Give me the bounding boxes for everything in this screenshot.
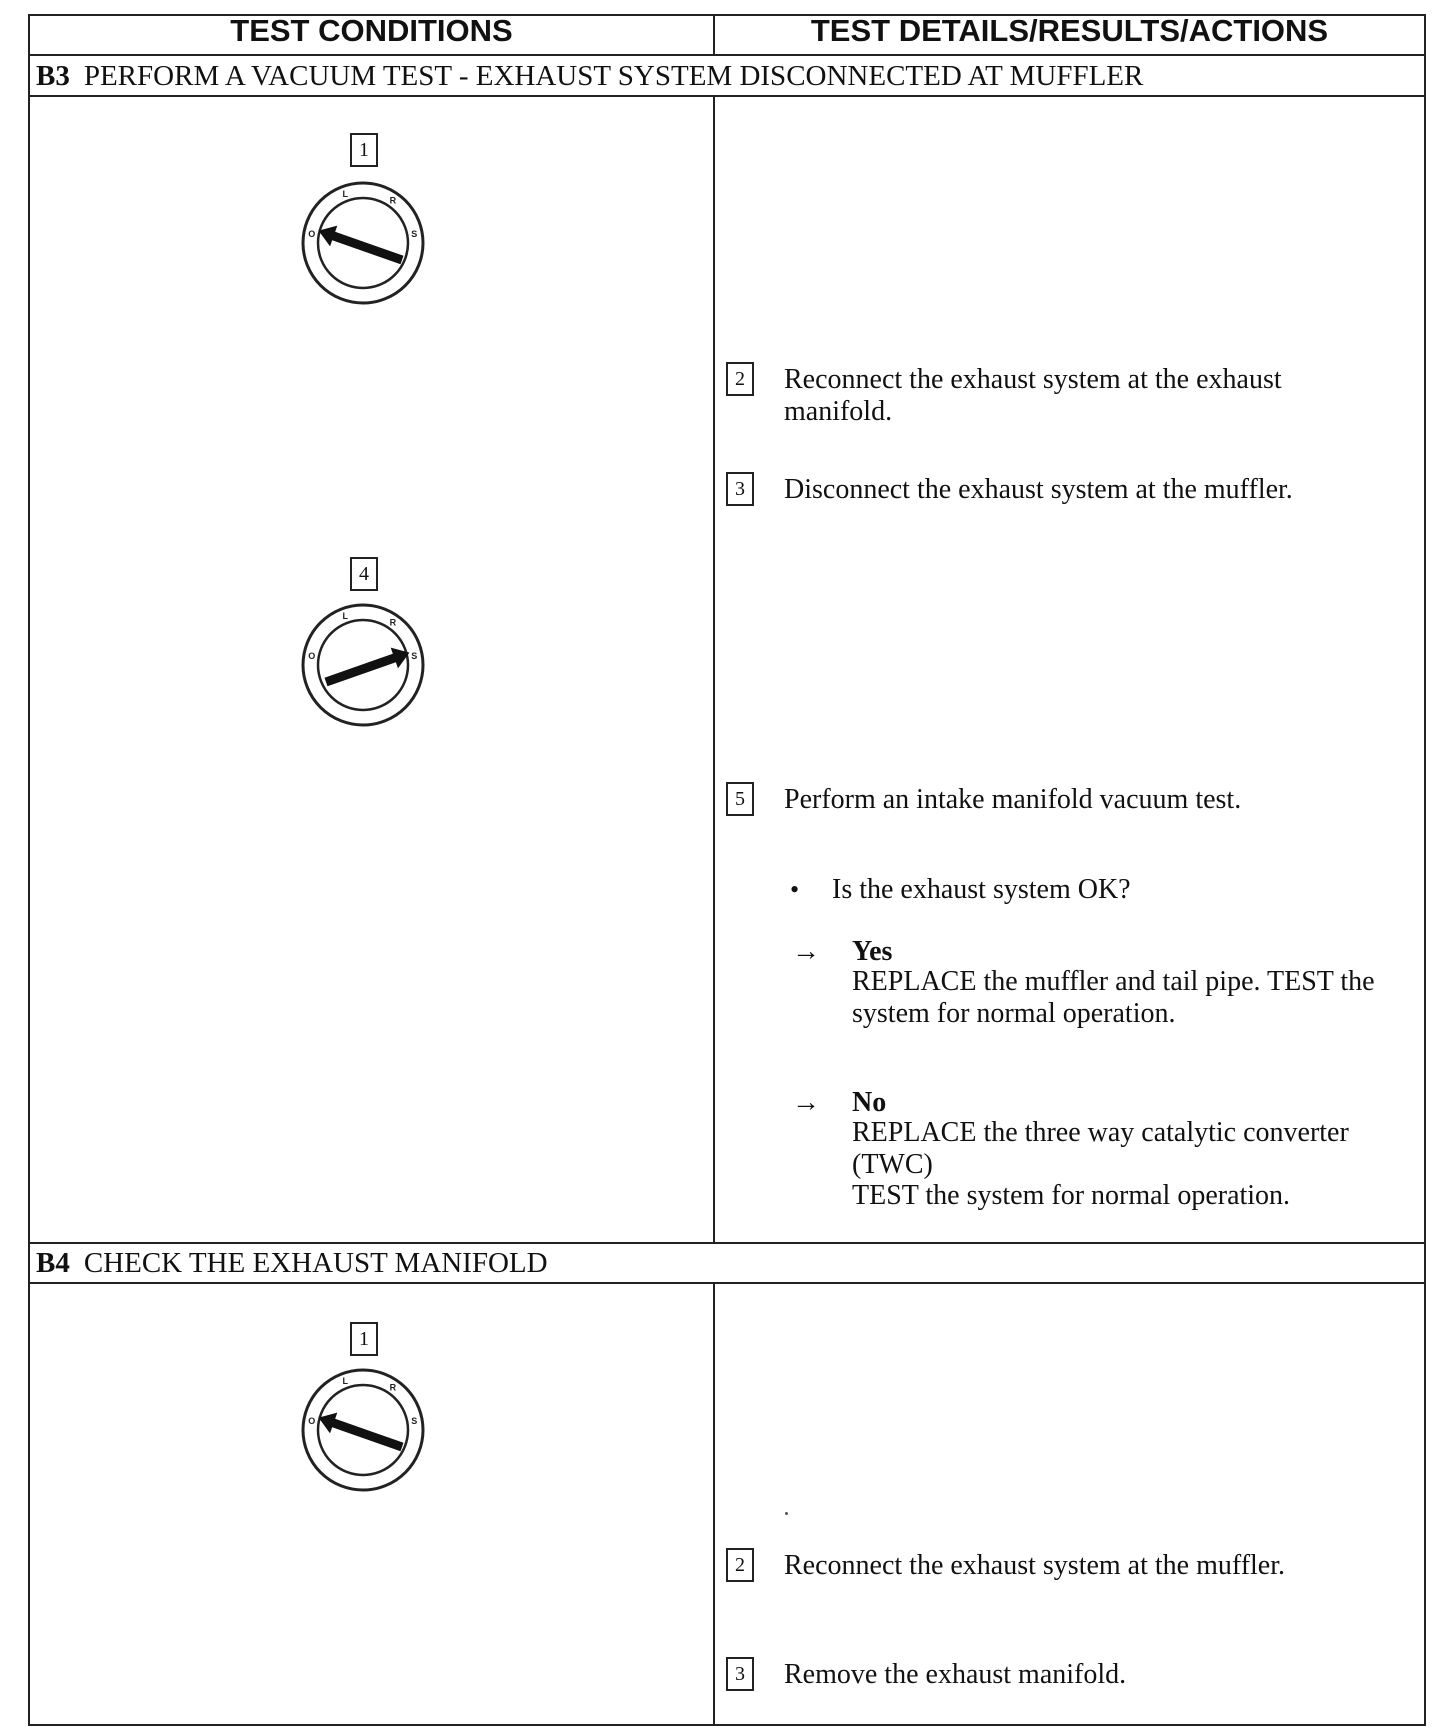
ignition-switch-off-icon (298, 178, 428, 308)
yes-label: Yes (852, 936, 893, 967)
b4-step3-box: 3 (726, 1657, 754, 1691)
svg-text:R: R (389, 1382, 397, 1393)
svg-text:S: S (411, 650, 418, 661)
b4-step3-text: Remove the exhaust manifold. (784, 1659, 1127, 1690)
b3-title-divider (28, 95, 1426, 97)
no-test-text: TEST the system for normal operation. (852, 1180, 1291, 1211)
svg-text:O: O (308, 650, 316, 661)
ignition-switch-run-icon (298, 600, 428, 730)
b4-step2-box: 2 (726, 1548, 754, 1582)
no-label: No (852, 1087, 887, 1118)
ignition-switch-off-icon (298, 1365, 428, 1495)
b3-title: PERFORM A VACUUM TEST - EXHAUST SYSTEM DISCONNECTED AT MUFFLER (83, 60, 1144, 92)
b3-step4-box: 4 (350, 557, 378, 591)
svg-text:L: L (342, 189, 348, 200)
question-text: Is the exhaust system OK? (832, 874, 1131, 905)
b3-step3-box: 3 (726, 472, 754, 506)
b3-step5-box: 5 (726, 782, 754, 816)
b3-step5-text: Perform an intake manifold vacuum test. (784, 784, 1242, 815)
yes-arrow-icon: → (792, 936, 820, 967)
question-bullet: • (790, 875, 800, 904)
yes-action-text: REPLACE the muffler and tail pipe. TEST the system for normal operation. (852, 966, 1375, 1029)
b4-section-title (36, 1246, 548, 1280)
b4-title-divider (28, 1282, 1426, 1284)
no-action-text: REPLACE the three way catalytic converter (TWC) (852, 1117, 1349, 1180)
b3-step2-box: 2 (726, 362, 754, 396)
no-arrow-icon: → (792, 1087, 820, 1118)
svg-text:L: L (342, 1376, 348, 1387)
b3-step1-box: 1 (350, 133, 378, 167)
b3-step2-text: Reconnect the exhaust system at the exhaust manifold. (784, 364, 1282, 427)
svg-text:R: R (389, 195, 397, 206)
b3-step3-text: Disconnect the exhaust system at the muffler. (784, 474, 1293, 505)
svg-text:S: S (411, 228, 418, 239)
b3-section-title (36, 59, 1143, 93)
svg-text:L: L (342, 611, 348, 622)
header-test-details: TEST DETAILS/RESULTS/ACTIONS (810, 13, 1329, 48)
column-divider (713, 14, 715, 1726)
scan-dot (785, 1512, 788, 1515)
svg-text:O: O (308, 228, 316, 239)
b4-step2-text: Reconnect the exhaust system at the muffler. (784, 1550, 1286, 1581)
b4-step1-box: 1 (350, 1322, 378, 1356)
table-frame (28, 14, 1426, 1726)
svg-text:S: S (411, 1415, 418, 1426)
svg-text:O: O (308, 1415, 316, 1426)
b4-title: CHECK THE EXHAUST MANIFOLD (83, 1247, 548, 1279)
svg-text:R: R (389, 617, 397, 628)
b4-code: B4 (36, 1247, 70, 1279)
header-test-conditions: TEST CONDITIONS (230, 13, 513, 48)
b3-code: B3 (36, 60, 70, 92)
